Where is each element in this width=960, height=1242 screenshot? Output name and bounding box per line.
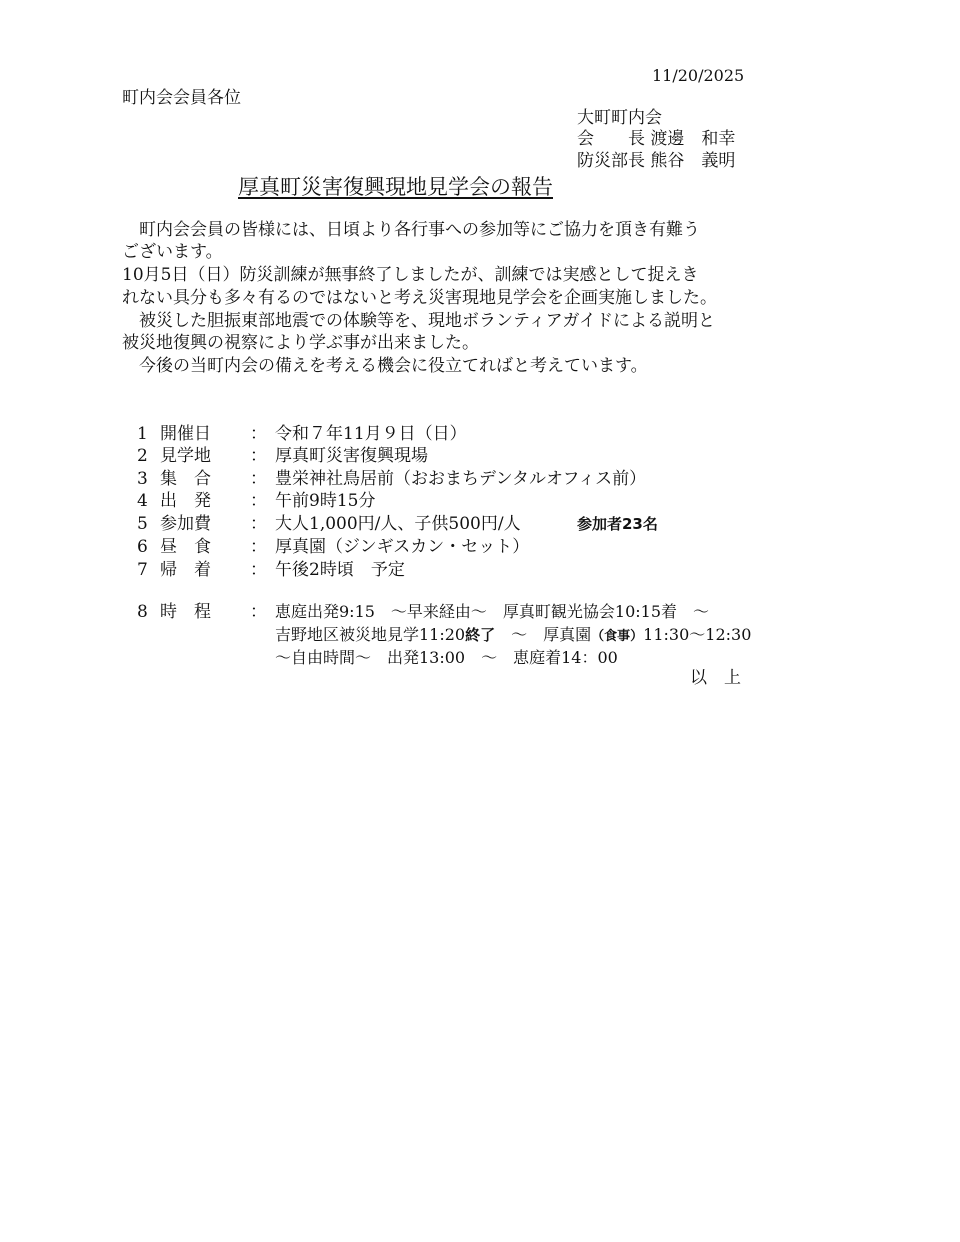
item-number: 4 (137, 491, 148, 511)
document-date: 11/20/2025 (652, 66, 745, 85)
body-line: 被災地復興の視察により学ぶ事が出来ました。 (122, 333, 479, 353)
item-colon: ： (250, 602, 267, 622)
closing-mark: 以 上 (690, 668, 741, 688)
item-number: 3 (137, 469, 148, 489)
item-label: 時 程 (160, 602, 211, 622)
item-value: 厚真町災害復興現場 (275, 446, 428, 466)
item-number: 6 (137, 537, 148, 557)
body-line: 町内会会員の皆様には、日頃より各行事への参加等にご協力を頂き有難う (122, 220, 700, 240)
item-value: 令和７年11月９日（日） (275, 424, 467, 444)
item-value: 午後2時頃 予定 (275, 560, 405, 580)
schedule-part: 11:30～12:30 (643, 625, 752, 644)
item-colon: ： (250, 424, 267, 444)
body-line: 被災した胆振東部地震での体験等を、現地ボランティアガイドによる説明と (122, 311, 715, 331)
item-label: 帰 着 (160, 560, 211, 580)
item-number: 5 (137, 514, 148, 534)
sender-disaster-head: 防災部長 熊谷 義明 (577, 151, 736, 171)
item-number: 8 (137, 602, 148, 622)
schedule-part: ～自由時間～ 出発13:00 ～ 恵庭着14：00 (275, 648, 618, 667)
schedule-line-1: 恵庭出発9:15 ～早来経由～ 厚真町観光協会10:15着 ～ (275, 602, 710, 621)
item-label: 参加費 (160, 514, 211, 534)
item-colon: ： (250, 469, 267, 489)
schedule-part-bold: 終了 (465, 626, 496, 644)
item-value: 大人1,000円/人、子供500円/人 (275, 514, 521, 534)
body-line: 10月5日（日）防災訓練が無事終了しましたが、訓練では実感として捉えき (122, 265, 699, 285)
item-label: 出 発 (160, 491, 211, 511)
item-value: 午前9時15分 (275, 491, 376, 511)
body-line: 今後の当町内会の備えを考える機会に役立てればと考えています。 (122, 356, 648, 376)
item-number: 1 (137, 424, 148, 444)
item-number: 2 (137, 446, 148, 466)
participant-count: 参加者23名 (577, 515, 658, 533)
schedule-part-bold: （食事） (591, 629, 644, 644)
item-colon: ： (250, 560, 267, 580)
item-label: 集 合 (160, 469, 211, 489)
addressee: 町内会会員各位 (122, 88, 241, 108)
item-label: 開催日 (160, 424, 211, 444)
item-colon: ： (250, 537, 267, 557)
item-colon: ： (250, 446, 267, 466)
sender-org: 大町町内会 (577, 108, 662, 128)
item-label: 見学地 (160, 446, 211, 466)
item-number: 7 (137, 560, 148, 580)
item-label: 昼 食 (160, 537, 211, 557)
item-value: 豊栄神社鳥居前（おおまちデンタルオフィス前） (275, 469, 647, 489)
schedule-part: 吉野地区被災地見学11:20 (275, 625, 466, 644)
body-line: れない具分も多々有るのではないと考え災害現地見学会を企画実施しました。 (122, 288, 717, 308)
item-value: 厚真園（ジンギスカン・セット） (275, 537, 530, 557)
item-colon: ： (250, 514, 267, 534)
body-line: ございます。 (122, 242, 223, 262)
page-title: 厚真町災害復興現地見学会の報告 (238, 175, 553, 199)
schedule-part: ～ 厚真園 (495, 625, 592, 644)
sender-chair: 会 長 渡邊 和幸 (577, 129, 736, 149)
item-colon: ： (250, 491, 267, 511)
